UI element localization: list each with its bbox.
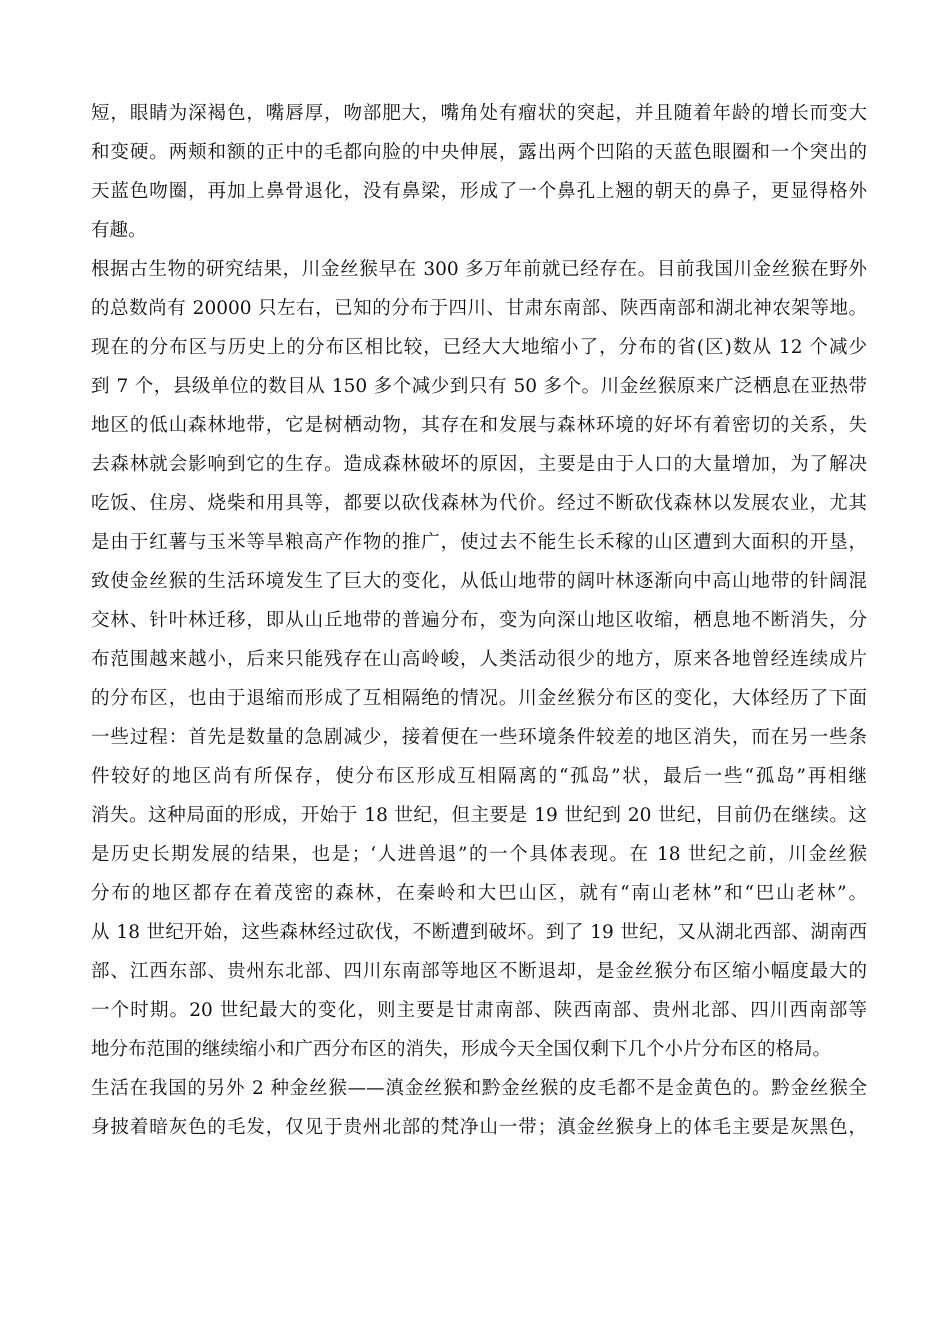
text-line: 一个时期。20 世纪最大的变化，则主要是甘肃南部、陕西南部、贵州北部、四川西南部等	[91, 1000, 867, 1021]
text-line: 生活在我国的另外 2 种金丝猴——滇金丝猴和黔金丝猴的皮毛都不是金黄色的。黔金丝猴全	[91, 1078, 867, 1099]
text-line: 消失。这种局面的形成，开始于 18 世纪，但主要是 19 世纪到 20 世纪，目前仍在继续。这	[91, 805, 867, 826]
text-line: 和变硬。两颊和额的正中的毛都向脸的中央伸展，露出两个凹陷的天蓝色眼圈和一个突出的	[91, 142, 867, 163]
text-line: 地分布范围的继续缩小和广西分布区的消失，形成今天全国仅剩下几个小片分布区的格局。	[91, 1039, 832, 1060]
text-line: 有趣。	[91, 220, 147, 241]
text-line: 致使金丝猴的生活环境发生了巨大的变化，从低山地带的阔叶林逐渐向中高山地带的针阔混	[91, 571, 867, 592]
text-line: 一些过程：首先是数量的急剧减少，接着便在一些环境条件较差的地区消失，而在另一些条	[91, 727, 867, 748]
text-line: 件较好的地区尚有所保存，使分布区形成互相隔离的“孤岛”状，最后一些“孤岛”再相继	[91, 766, 867, 787]
text-line: 是历史长期发展的结果，也是；‘人进兽退”的一个具体表现。在 18 世纪之前，川金丝猴	[91, 844, 867, 865]
paragraph	[91, 94, 867, 250]
document-page	[91, 94, 867, 1147]
text-line: 根据古生物的研究结果，川金丝猴早在 300 多万年前就已经存在。目前我国川金丝猴在野外	[91, 259, 867, 280]
text-line: 交林、针叶林迁移，即从山丘地带的普遍分布，变为向深山地区收缩，栖息地不断消失，分	[91, 610, 867, 631]
paragraph	[91, 250, 867, 1069]
text-line: 分布的地区都存在着茂密的森林，在秦岭和大巴山区，就有“南山老林”和“巴山老林”。	[91, 883, 867, 904]
text-line: 布范围越来越小，后来只能残存在山高岭峻，人类活动很少的地方，原来各地曾经连续成片	[91, 649, 867, 670]
text-line: 去森林就会影响到它的生存。造成森林破坏的原因，主要是由于人口的大量增加，为了解决	[91, 454, 867, 475]
text-line: 吃饭、住房、烧柴和用具等，都要以砍伐森林为代价。经过不断砍伐森林以发展农业，尤其	[91, 493, 867, 514]
text-line: 地区的低山森林地带，它是树栖动物，其存在和发展与森林环境的好坏有着密切的关系，失	[91, 415, 867, 436]
text-line: 的总数尚有 20000 只左右，已知的分布于四川、甘肃东南部、陕西南部和湖北神农架等地。	[91, 298, 867, 319]
text-line: 短，眼睛为深褐色，嘴唇厚，吻部肥大，嘴角处有瘤状的突起，并且随着年龄的增长而变大	[91, 103, 867, 124]
text-line: 现在的分布区与历史上的分布区相比较，已经大大地缩小了，分布的省(区)数从 12 个减少	[91, 337, 867, 358]
text-line: 天蓝色吻圈，再加上鼻骨退化，没有鼻梁，形成了一个鼻孔上翘的朝天的鼻子，更显得格外	[91, 181, 867, 202]
text-line: 身披着暗灰色的毛发，仅见于贵州北部的梵净山一带；滇金丝猴身上的体毛主要是灰黑色，	[91, 1117, 867, 1138]
text-line: 是由于红薯与玉米等旱粮高产作物的推广，使过去不能生长禾稼的山区遭到大面积的开垦，	[91, 532, 867, 553]
text-line: 从 18 世纪开始，这些森林经过砍伐，不断遭到破坏。到了 19 世纪，又从湖北西部、湖南西	[91, 922, 867, 943]
text-line: 部、江西东部、贵州东北部、四川东南部等地区不断退却，是金丝猴分布区缩小幅度最大的	[91, 961, 867, 982]
text-line: 到 7 个，县级单位的数目从 150 多个减少到只有 50 多个。川金丝猴原来广泛栖息在亚热带	[91, 376, 867, 397]
paragraph	[91, 1069, 867, 1147]
text-line: 的分布区，也由于退缩而形成了互相隔绝的情况。川金丝猴分布区的变化，大体经历了下面	[91, 688, 867, 709]
